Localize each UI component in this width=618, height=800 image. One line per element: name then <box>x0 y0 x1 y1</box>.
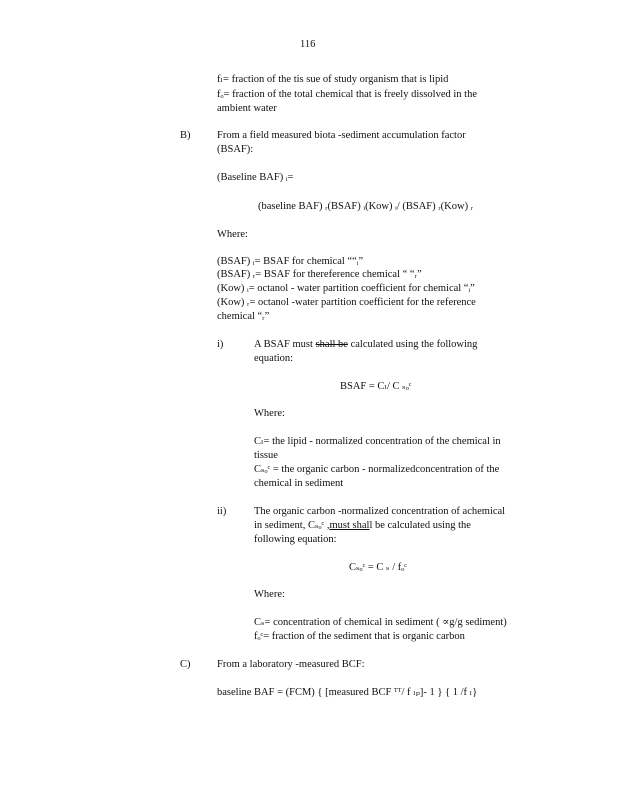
item-i-text <box>254 338 477 351</box>
section-b-where: Where: <box>217 229 248 240</box>
definition-bsaf-i: (BSAF) ᵢ= BSAF for chemical ““ᵢ” <box>217 256 364 267</box>
item-ii-where: Where: <box>254 589 285 600</box>
definition-foc: fₒᶜ= fraction of the sediment that is organic carbon <box>254 631 465 642</box>
baseline-baf-bcf-formula: baseline BAF = (FCM) { [measured BCF ᵀᵀ/ f ₗₚ]- 1 } { 1 /f ₗ} <box>217 687 478 698</box>
underlined-text: must shal <box>329 520 370 531</box>
item-i-text-pre: A BSAF must <box>254 339 316 350</box>
section-c-heading: From a laboratory -measured BCF: <box>217 659 365 670</box>
item-i-label: i) <box>217 339 224 350</box>
item-i-where: Where: <box>254 408 285 419</box>
definition-kow-r: (Kow) ᵣ= octanol -water partition coefficient for the reference <box>217 297 476 308</box>
definition-csoc: Cₛₒᶜ = the organic carbon - normalizedconcentration of the <box>254 464 500 475</box>
section-c-label: C) <box>180 659 191 670</box>
baseline-baf-formula: (baseline BAF) ᵣ(BSAF) ᵢ(Kow) ᵢ/ (BSAF) ᵣ(Kow) ᵣ <box>258 201 474 212</box>
item-ii-text: The organic carbon -normalized concentration of achemical <box>254 506 506 517</box>
item-i-text-post: calculated using the following <box>347 339 478 350</box>
dissolved-fraction-definition-cont: ambient water <box>217 103 277 114</box>
bsaf-equation: BSAF = Cₗ/ C ₛₒᶜ <box>340 381 412 392</box>
page-number: 116 <box>300 39 316 50</box>
item-ii-text-pre: in sediment, Cₛₒᶜ , <box>254 520 330 531</box>
definition-bsaf-r: (BSAF) ᵣ= BSAF for thereference chemical “ “ᵣ” <box>217 269 422 280</box>
item-ii-text-cont2: following equation: <box>254 534 337 545</box>
item-ii-label: ii) <box>217 506 227 517</box>
item-ii-text-cont <box>254 519 471 532</box>
section-b-heading: From a field measured biota -sediment accumulation factor <box>217 130 466 141</box>
definition-cl: Cₗ= the lipid - normalized concentration of the chemical in <box>254 436 501 447</box>
section-b-label: B) <box>180 130 191 141</box>
item-ii-text-post: l be calculated using the <box>369 520 471 531</box>
definition-csoc-cont: chemical in sediment <box>254 478 344 489</box>
definition-cl-cont: tissue <box>254 450 278 461</box>
dissolved-fraction-definition: fₒ= fraction of the total chemical that is freely dissolved in the <box>217 89 477 100</box>
baseline-baf-lhs: (Baseline BAF) ᵢ= <box>217 172 294 183</box>
lipid-fraction-definition: fₗ= fraction of the tis sue of study organism that is lipid <box>217 74 449 85</box>
item-i-text-cont: equation: <box>254 353 294 364</box>
section-b-heading-cont: (BSAF): <box>217 144 254 155</box>
definition-kow-r-cont: chemical “ᵣ” <box>217 311 270 322</box>
csoc-equation: Cₛₒᶜ = C ₛ / fₒᶜ <box>349 562 407 573</box>
struck-text: shall be <box>315 339 348 350</box>
definition-cs: Cₛ= concentration of chemical in sediment ( ∝g/g sediment) <box>254 617 507 628</box>
definition-kow-i: (Kow) ᵢ= octanol - water partition coefficient for chemical “ᵢ” <box>217 283 475 294</box>
